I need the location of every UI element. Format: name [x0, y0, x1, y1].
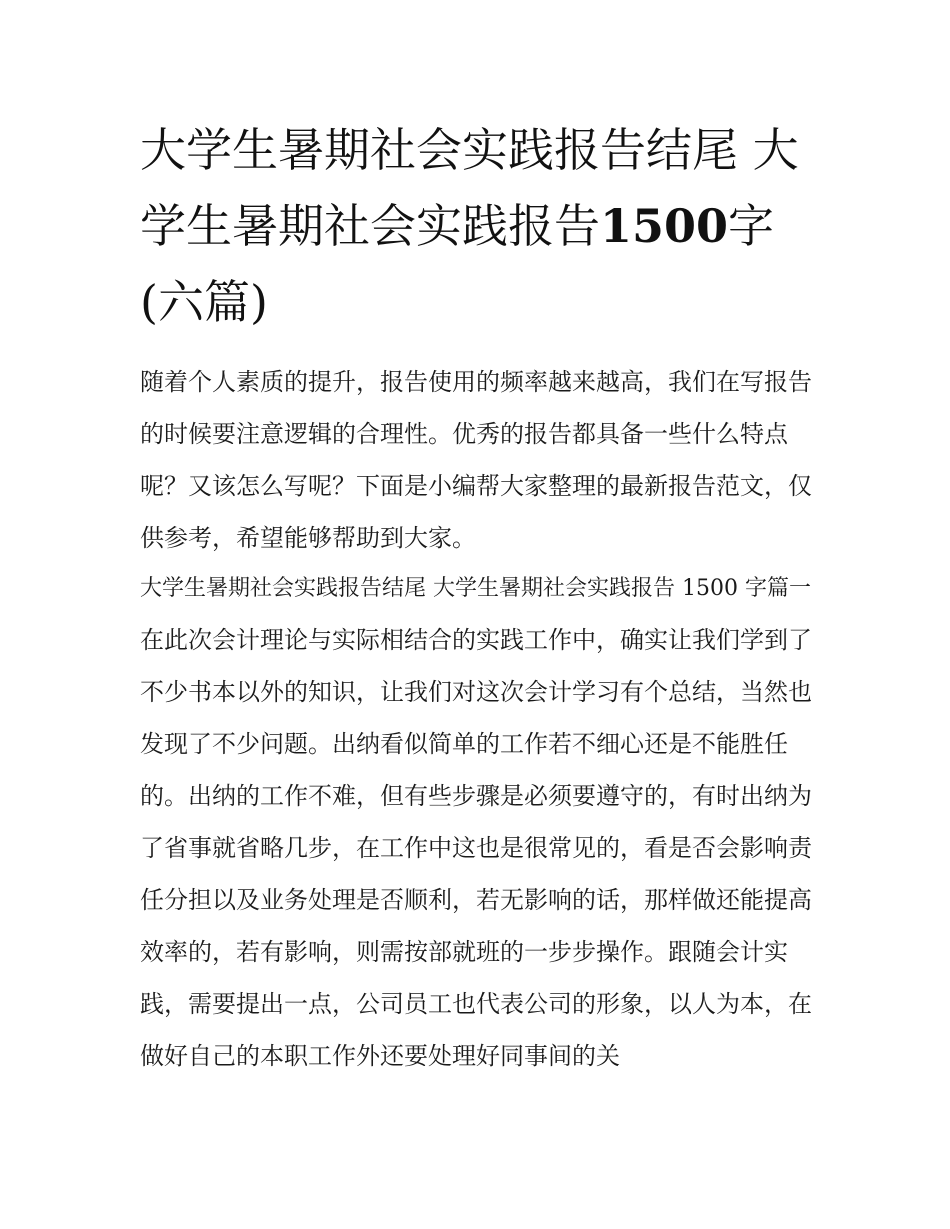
section-heading: 大学生暑期社会实践报告结尾 大学生暑期社会实践报告 1500 字篇一: [140, 576, 811, 601]
document-title: [140, 112, 816, 340]
body-paragraph: 在此次会计理论与实际相结合的实践工作中，确实让我们学到了不少书本以外的知识，让我们对这次会计学习有个总结，当然也发现了不少问题。出纳看似简单的工作若不细心还是不能胜任的。出纳的工作不难，但有些步骤是必须要遵守的，有时出纳为了省事就省略几步，在工作中这也是很常见的，看是否会影响责任分担以及业务处理是否顺利，若无影响的话，那样做还能提高效率的，若有影响，则需按部就班的一步步操作。跟随会计实践，需要提出一点，公司员工也代表公司的形象，以人为本，在做好自己的本职工作外还要处理好同事间的关: [140, 626, 812, 1070]
title-suffix: 字(六篇): [140, 199, 775, 329]
intro-paragraph: 随着个人素质的提升，报告使用的频率越来越高，我们在写报告的时候要注意逻辑的合理性。优秀的报告都具备一些什么特点呢？又该怎么写呢？下面是小编帮大家整理的最新报告范文，仅供参考，希望能够帮助到大家。: [140, 368, 812, 552]
title-text: 大学生暑期社会实践报告结尾 大学生暑期社会实践报告: [140, 123, 799, 253]
document-page: [140, 112, 816, 1082]
title-number: 1500: [600, 199, 729, 253]
